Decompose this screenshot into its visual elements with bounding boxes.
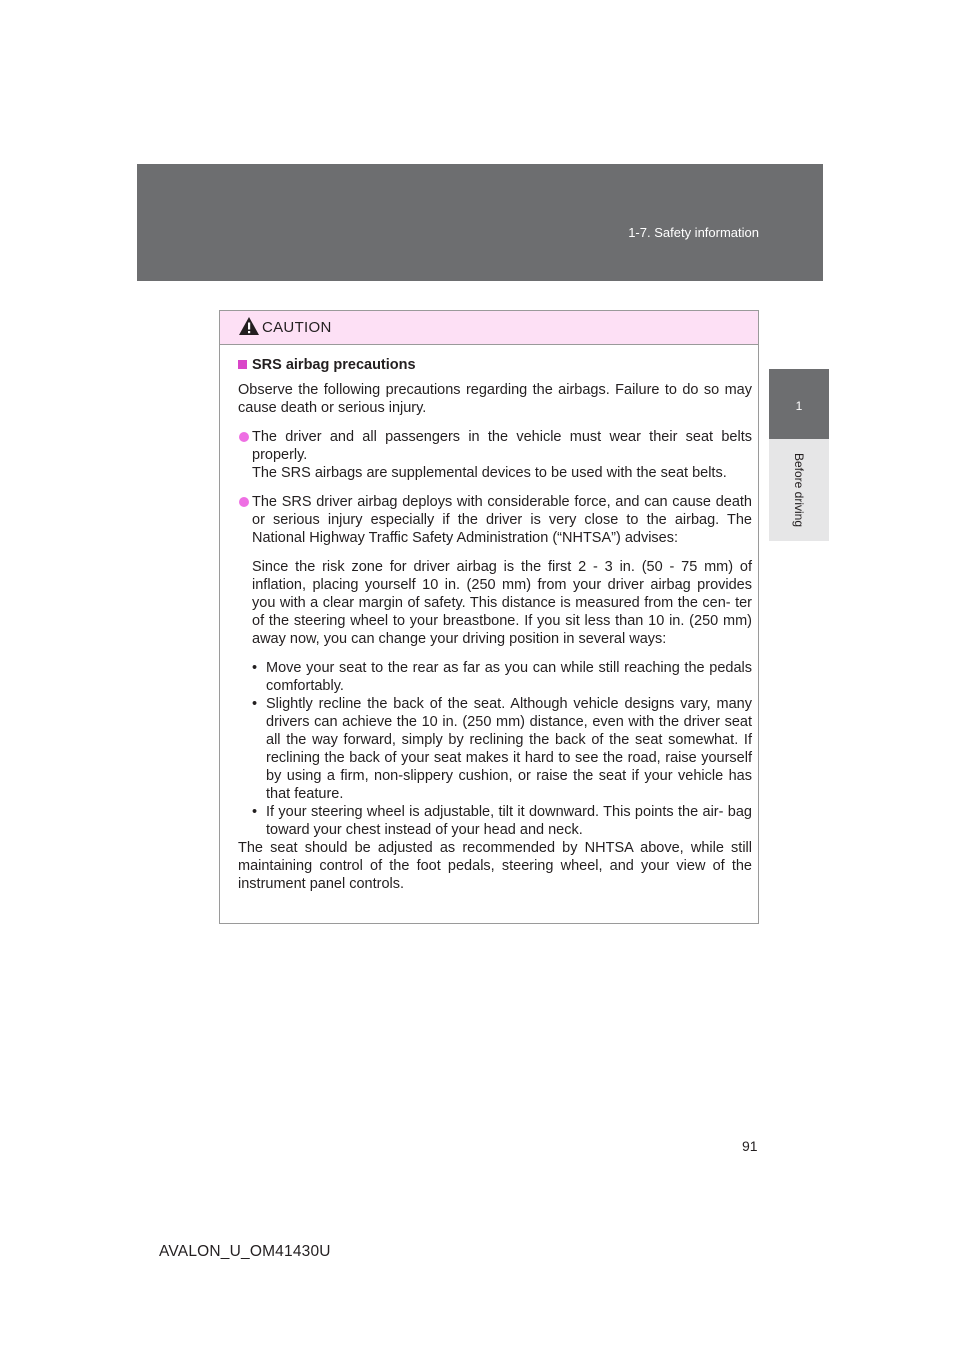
- dash-item-text: Move your seat to the rear as far as you can while still reaching the pedals comfortably.: [266, 660, 752, 694]
- dash-bullet: •: [252, 804, 258, 820]
- dash-item-text: Slightly recline the back of the seat. Although vehicle designs vary, many drivers can achieve the 10 in. (250 mm) distance, even with the driver seat all the way forward, simply by reclining the back of the seat somewhat. If reclining the back of your seat makes it hard to see the road, raise yourself by using a firm, non-slippery cushion, or raise the seat if your vehicle has that feature.: [266, 696, 752, 802]
- dash-list-item: [252, 803, 752, 839]
- bullet-text: The SRS driver airbag deploys with considerable force, and can cause death or serious injury especially if the driver is very close to the airbag. The National Highway Traffic Safety Administration (“NHTSA”) advises:: [252, 494, 752, 546]
- caution-title: CAUTION: [262, 319, 332, 336]
- caution-header: [220, 311, 758, 345]
- chapter-label: Before driving: [792, 452, 806, 528]
- risk-zone-paragraph: Since the risk zone for driver airbag is the first 2 - 3 in. (50 - 75 mm) of inflation, placing yourself 10 in. (250 mm) from your driver airbag provides you with a clear margin of safety. This distance is measured from the cen- ter of the steering wheel to your breastbone. If you sit less than 10 in. (250 mm) away now, you can change your driving position in several ways:: [252, 559, 752, 647]
- chapter-tab: [769, 369, 829, 439]
- dash-list: [238, 659, 752, 839]
- header-band: [137, 164, 823, 281]
- caution-body: [220, 345, 758, 893]
- warning-icon: [238, 316, 260, 336]
- section-heading-text: SRS airbag precautions: [252, 357, 416, 373]
- page-number: 91: [742, 1138, 758, 1154]
- closing-paragraph: The seat should be adjusted as recommended by NHTSA above, while still maintaining control of the foot pedals, steering wheel, and your view of the instrument panel controls.: [238, 840, 752, 892]
- section-heading: [238, 356, 752, 374]
- dash-item-text: If your steering wheel is adjustable, tilt it downward. This points the air- bag toward your chest instead of your head and neck.: [266, 804, 752, 838]
- bullet-item: [238, 428, 752, 482]
- dash-list-item: [252, 695, 752, 803]
- dash-bullet: •: [252, 696, 258, 712]
- circle-bullet-icon: [239, 497, 249, 507]
- bullet-text: The driver and all passengers in the vehicle must wear their seat belts properly.: [252, 429, 752, 463]
- dash-list-item: [252, 659, 752, 695]
- bullet-item: [238, 493, 752, 547]
- chapter-number: 1: [795, 399, 803, 413]
- dash-bullet: •: [252, 660, 258, 676]
- caution-box: [219, 310, 759, 924]
- square-bullet-icon: [238, 360, 247, 369]
- bullet-text: The SRS airbags are supplemental devices to be used with the seat belts.: [252, 465, 727, 481]
- document-code: AVALON_U_OM41430U: [159, 1243, 331, 1260]
- circle-bullet-icon: [239, 432, 249, 442]
- chapter-rail: [769, 439, 829, 541]
- section-title: 1-7. Safety information: [628, 225, 759, 240]
- intro-paragraph: Observe the following precautions regarding the airbags. Failure to do so may cause death or serious injury.: [238, 382, 752, 416]
